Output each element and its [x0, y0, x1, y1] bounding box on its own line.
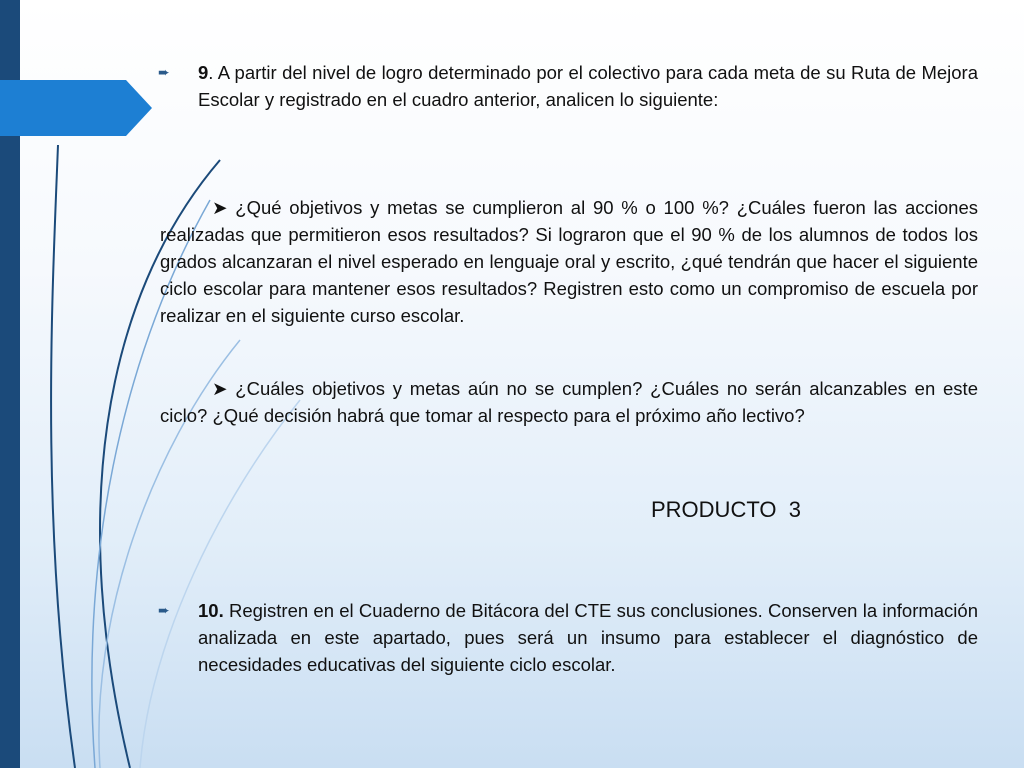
item-9-number: 9 — [198, 62, 209, 83]
item-10-text: Registren en el Cuaderno de Bitácora del CTE sus conclusiones. Conserven la información analizada en este apartado, pues será un insumo para establecer el diagnóstico de necesidades educativas del siguiente ciclo escolar. — [198, 600, 978, 675]
title-tab-arrow — [0, 80, 152, 136]
item-9-text: . A partir del nivel de logro determinado por el colectivo para cada meta de su Ruta de Mejora Escolar y registrado en el cuadro anterior, analicen lo siguiente: — [198, 62, 978, 110]
question-paragraph-1-text: ¿Qué objetivos y metas se cumplieron al 90 % o 100 %? ¿Cuáles fueron las acciones realizadas que permitieron esos resultados? Si lograron que el 90 % de los alumnos de todos los grados alcanzaran el nivel esperado en lenguaje oral y escrito, ¿qué tendrán que hacer el siguiente ciclo escolar para mantener esos resultados? Registren esto como un compromiso de escuela por realizar en el siguiente curso escolar. — [160, 197, 978, 326]
arrow-bullet-icon: ➨ — [158, 602, 170, 618]
item-10-number: 10. — [198, 600, 224, 621]
question-paragraph-2 — [160, 375, 978, 429]
question-paragraph-2-text: ¿Cuáles objetivos y metas aún no se cumplen? ¿Cuáles no serán alcanzables en este ciclo? ¿Qué decisión habrá que tomar al respecto para el próximo año lectivo? — [160, 378, 978, 426]
arrow-bullet-icon: ➨ — [158, 64, 170, 80]
triangle-marker-icon: ➤ — [212, 197, 228, 218]
question-paragraph-1 — [160, 194, 978, 329]
item-9 — [158, 59, 978, 113]
item-10 — [158, 597, 978, 678]
product-label: PRODUCTO 3 — [651, 497, 801, 522]
triangle-marker-icon: ➤ — [212, 378, 228, 399]
